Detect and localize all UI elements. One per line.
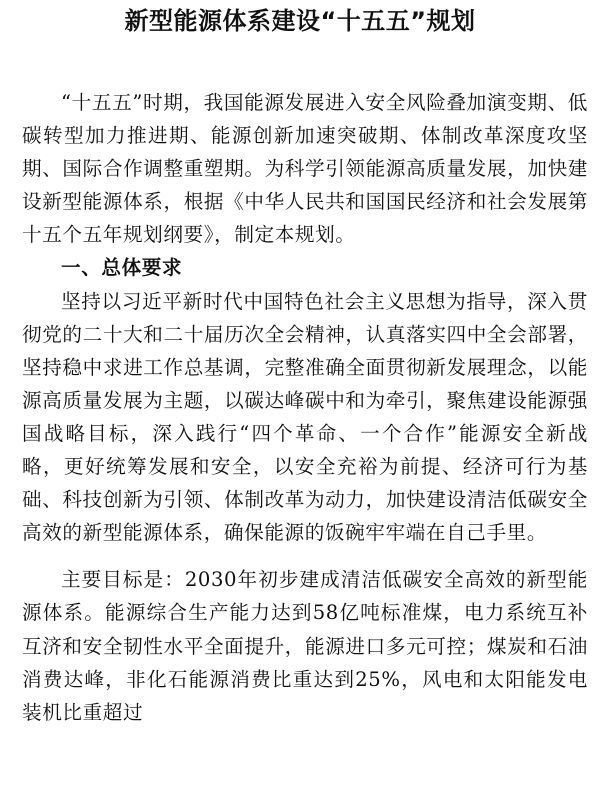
main-targets-paragraph: 主要目标是：2030年初步建成清洁低碳安全高效的新型能源体系。能源综合生产能力达到58亿吨标准煤，电力系统互补互济和安全韧性水平全面提升，能源进口多元可控；煤炭和石油消费达峰，非化石能源消费比重达到25%，风电和太阳能发电装机比重超过 [22,568,588,724]
document-title: 新型能源体系建设“十五五”规划 [124,7,476,35]
section-heading-general-requirements: 一、总体要求 [61,256,183,280]
intro-paragraph: “十五五”时期，我国能源发展进入安全风险叠加演变期、低碳转型加力推进期、能源创新加速突破期、体制改革深度攻坚期、国际合作调整重塑期。为科学引领能源高质量发展，加快建设新型能源体系，根据《中华人民共和国国民经济和社会发展第十五个五年规划纲要》，制定本规划。 [22,91,588,247]
document-body [22,86,588,729]
guiding-principles-paragraph: 坚持以习近平新时代中国特色社会主义思想为指导，深入贯彻党的二十大和二十届历次全会精神，认真落实四中全会部署，坚持稳中求进工作总基调，完整准确全面贯彻新发展理念，以能源高质量发展为主题，以碳达峰碳中和为牵引，聚焦建设能源强国战略目标，深入践行“四个革命、一个合作”能源安全新战略，更好统筹发展和安全，以安全充裕为前提、经济可行为基础、科技创新为引领、体制改革为动力，加快建设清洁低碳安全高效的新型能源体系，确保能源的饭碗牢牢端在自己手里。 [22,289,588,545]
paragraph-spacer [22,549,588,563]
